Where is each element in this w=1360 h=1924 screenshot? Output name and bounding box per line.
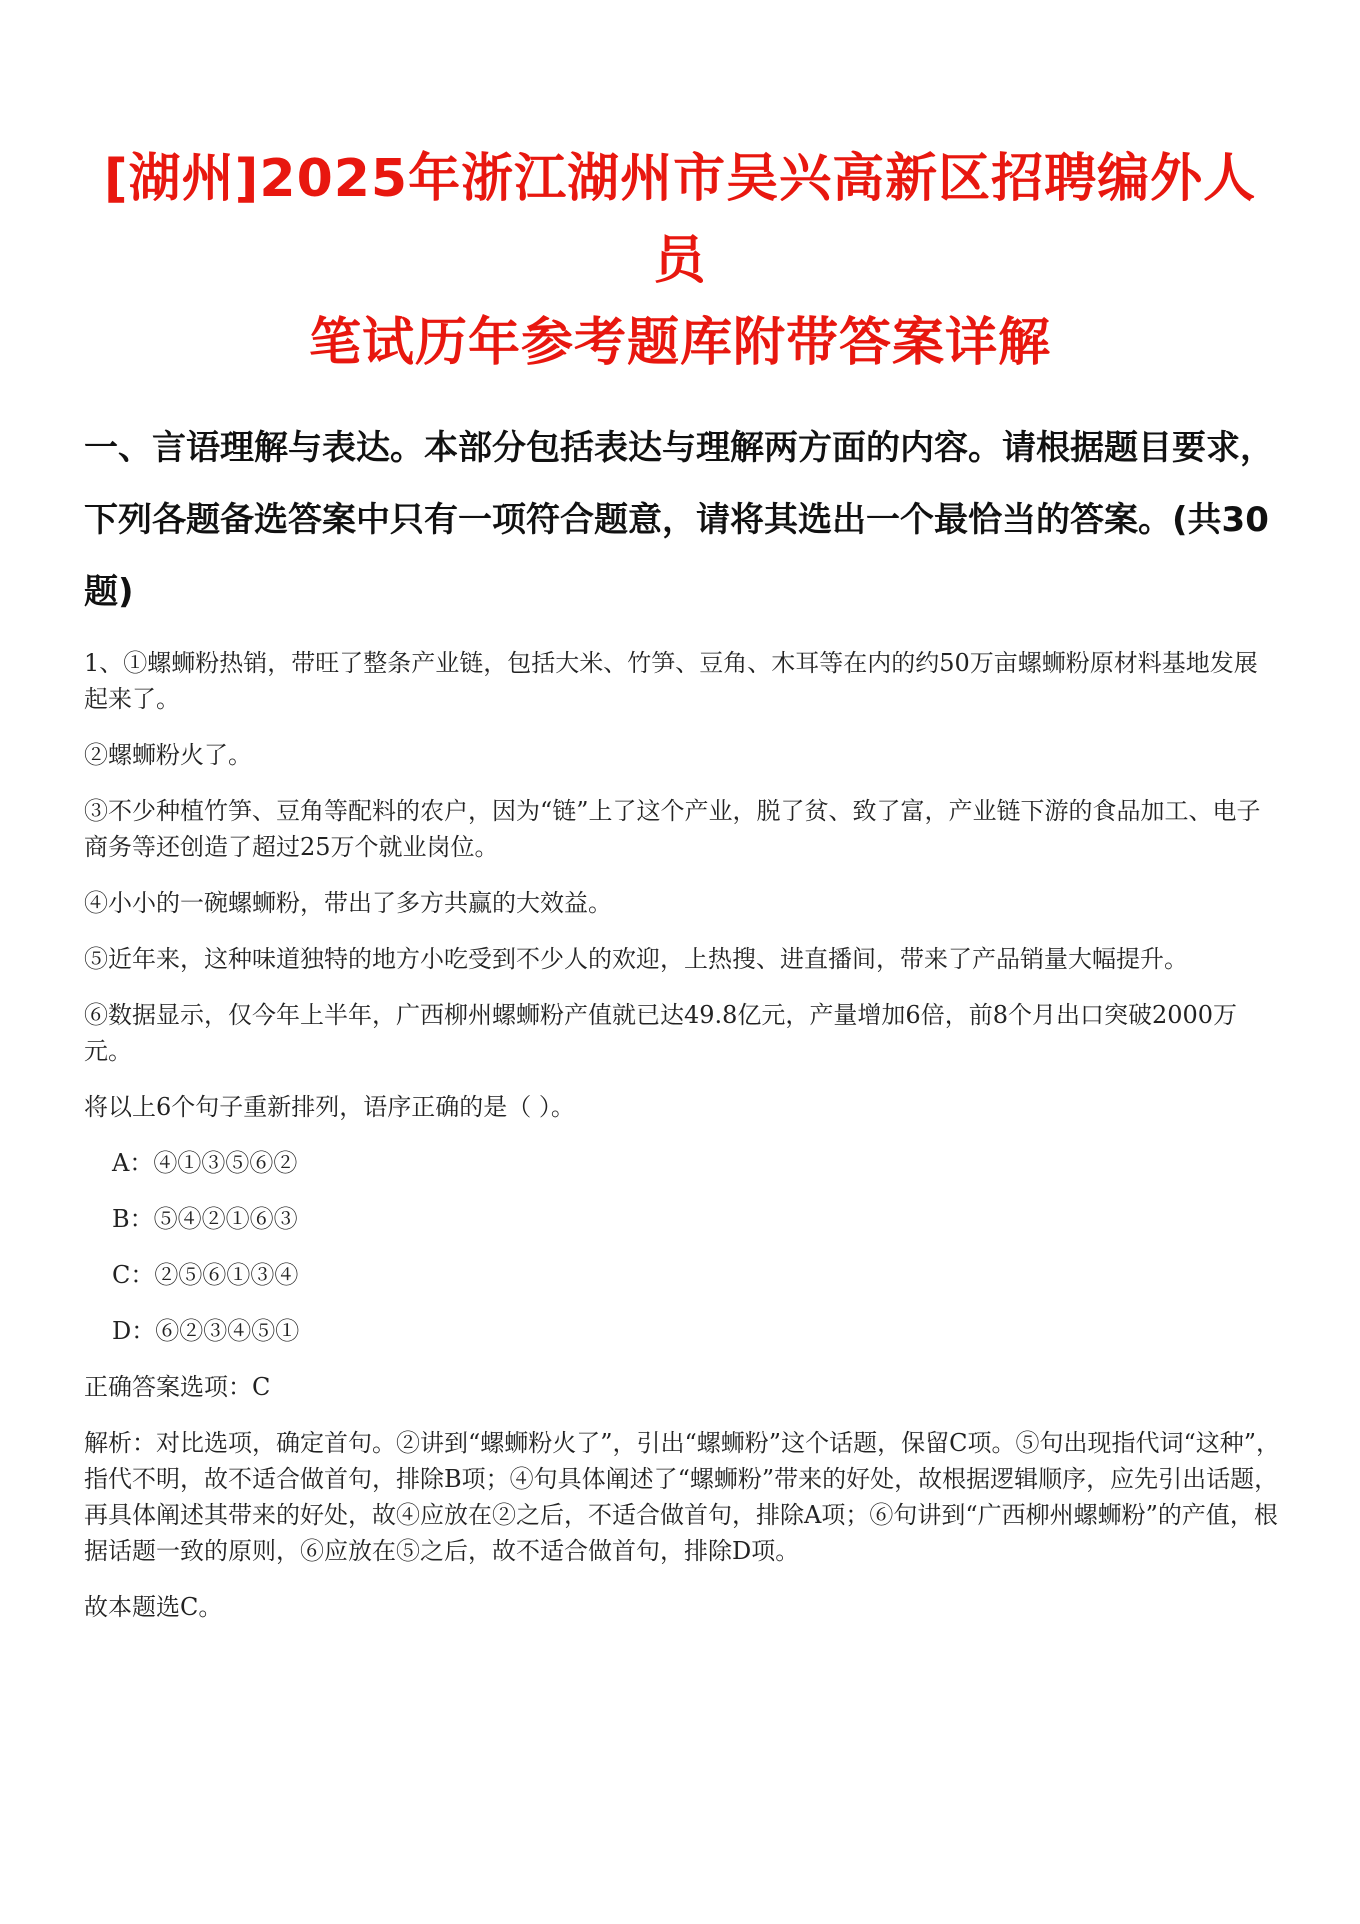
question-block — [84, 645, 1280, 1645]
correct-answer: 正确答案选项：C — [84, 1373, 271, 1401]
question-sentence-3: ③不少种植竹笋、豆角等配料的农户，因为“链”上了这个产业，脱了贫、致了富，产业链下游的食品加工、电子商务等还创造了超过25万个就业岗位。 — [84, 797, 1261, 861]
answer-options — [84, 1145, 1280, 1349]
document-title-line-1: [湖州]2025年浙江湖州市吴兴高新区招聘编外人员 — [103, 149, 1257, 291]
option-a: A：④①③⑤⑥② — [112, 1149, 298, 1177]
document-title — [80, 138, 1280, 384]
answer-conclusion: 故本题选C。 — [84, 1593, 223, 1621]
question-sentence-2: ②螺蛳粉火了。 — [84, 741, 252, 769]
answer-analysis: 解析：对比选项，确定首句。②讲到“螺蛳粉火了”，引出“螺蛳粉”这个话题，保留C项。⑤句出现指代词“这种”，指代不明，故不适合做首句，排除B项；④句具体阐述了“螺蛳粉”带来的好处，故根据逻辑顺序，应先引出话题，再具体阐述其带来的好处，故④应放在②之后，不适合做首句，排除A项；⑥句讲到“广西柳州螺蛳粉”的产值，根据话题一致的原则，⑥应放在⑤之后，故不适合做首句，排除D项。 — [84, 1429, 1280, 1565]
question-sentence-1: 1、①螺蛳粉热销，带旺了整条产业链，包括大米、竹笋、豆角、木耳等在内的约50万亩螺蛳粉原材料基地发展起来了。 — [84, 649, 1258, 713]
option-c: C：②⑤⑥①③④ — [112, 1261, 299, 1289]
option-b: B：⑤④②①⑥③ — [112, 1205, 298, 1233]
section-heading: 一、言语理解与表达。本部分包括表达与理解两方面的内容。请根据题目要求，下列各题备选答案中只有一项符合题意，请将其选出一个最恰当的答案。(共30题) — [84, 428, 1274, 612]
question-sentence-6: ⑥数据显示，仅今年上半年，广西柳州螺蛳粉产值就已达49.8亿元，产量增加6倍，前8个月出口突破2000万元。 — [84, 1001, 1238, 1065]
document-title-line-2: 笔试历年参考题库附带答案详解 — [308, 313, 1051, 373]
question-prompt: 将以上6个句子重新排列，语序正确的是（ ）。 — [84, 1093, 575, 1121]
question-sentence-4: ④小小的一碗螺蛳粉，带出了多方共赢的大效益。 — [84, 889, 612, 917]
option-d: D：⑥②③④⑤① — [112, 1317, 300, 1345]
question-sentence-5: ⑤近年来，这种味道独特的地方小吃受到不少人的欢迎，上热搜、进直播间，带来了产品销量大幅提升。 — [84, 945, 1188, 973]
